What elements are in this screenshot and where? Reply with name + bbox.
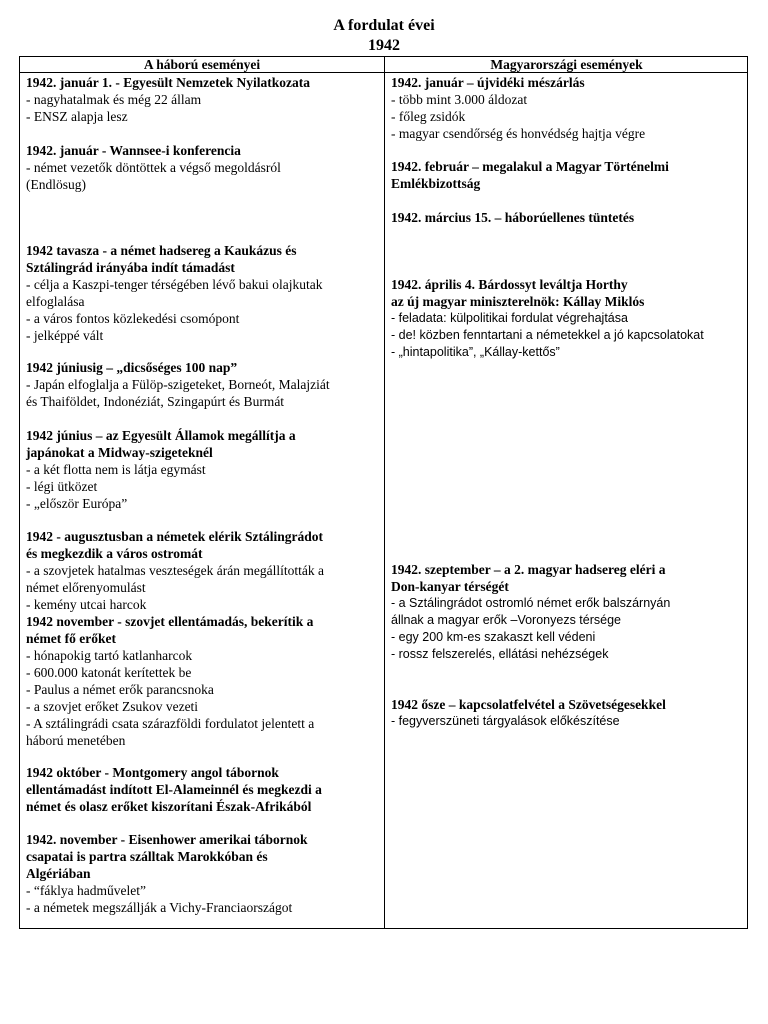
event-title: ellentámadást indított El-Alameinnél és megkezdi a (26, 782, 322, 797)
event-title: 1942. január – újvidéki mészárlás (391, 75, 585, 90)
event-item: - Japán elfoglalja a Fülöp-szigeteket, Borneót, Malajziát (26, 377, 330, 392)
event-100-days (26, 359, 378, 410)
event-item: - “fáklya hadművelet” (26, 883, 146, 898)
event-item: - a Sztálingrádot ostromló német erők balszárnyán (391, 596, 671, 610)
event-title: 1942. január - Wannsee-i konferencia (26, 143, 241, 158)
document-title: A fordulat évei (333, 17, 435, 34)
events-table (19, 56, 748, 929)
event-memorial-committee (391, 158, 743, 192)
event-item: - hónapokig tartó katlanharcok (26, 648, 193, 663)
event-item: háború menetében (26, 733, 126, 748)
event-item: - célja a Kaszpi-tenger térségében lévő bakui olajkutak (26, 277, 323, 292)
event-item: és Thaiföldet, Indonéziát, Szingapúrt és Burmát (26, 394, 285, 409)
event-title: 1942. szeptember – a 2. magyar hadsereg eléri a (391, 562, 666, 577)
event-soviet-counteroffensive (26, 613, 378, 749)
event-item: - a város fontos közlekedési csomópont (26, 311, 240, 326)
event-stalingrad-siege (26, 528, 378, 613)
event-title: 1942. január 1. - Egyesült Nemzetek Nyilatkozata (26, 75, 310, 90)
event-title: német és olasz erőket kiszorítani Észak-Afrikából (26, 799, 312, 814)
event-title: 1942. február – megalakul a Magyar Történelmi (391, 159, 669, 174)
event-item: - nagyhatalmak és még 22 állam (26, 92, 202, 107)
event-el-alamein (26, 764, 378, 815)
event-antiwar-demonstration (391, 209, 743, 226)
event-item: - a szovjet erőket Zsukov vezeti (26, 699, 199, 714)
event-title: 1942. március 15. – háborúellenes tüntetés (391, 210, 635, 225)
column-divider (384, 57, 385, 928)
event-item: - rossz felszerelés, ellátási nehézségek (391, 647, 609, 661)
event-item: - főleg zsidók (391, 109, 466, 124)
event-title: 1942 november - szovjet ellentámadás, bekerítik a (26, 614, 314, 629)
event-un-declaration (26, 74, 378, 125)
event-item: - feladata: külpolitikai fordulat végrehajtása (391, 311, 628, 325)
event-novi-sad-massacre (391, 74, 743, 142)
event-title: Emlékbizottság (391, 176, 481, 191)
document-year: 1942 (368, 37, 400, 54)
event-spring-offensive (26, 242, 378, 344)
event-title: 1942 ősze – kapcsolatfelvétel a Szövetségesekkel (391, 697, 666, 712)
event-wannsee (26, 142, 378, 193)
event-title: Algériában (26, 866, 91, 881)
event-item: - „hintapolitika”, „Kállay-kettős” (391, 345, 560, 359)
event-title: 1942 június – az Egyesült Államok megállítja a (26, 428, 296, 443)
event-don-bend (391, 561, 743, 663)
event-title: az új magyar miniszterelnök: Kállay Miklós (391, 294, 645, 309)
event-item: állnak a magyar erők –Voronyezs térsége (391, 613, 621, 627)
event-item: - Paulus a német erők parancsnoka (26, 682, 214, 697)
event-item: - légi ütközet (26, 479, 98, 494)
event-title: 1942 - augusztusban a németek elérik Sztálingrádot (26, 529, 323, 544)
event-title: 1942 júniusig – „dicsőséges 100 nap” (26, 360, 238, 375)
event-title: Don-kanyar térségét (391, 579, 509, 594)
event-item: - egy 200 km-es szakaszt kell védeni (391, 630, 596, 644)
event-title: 1942. november - Eisenhower amerikai tábornok (26, 832, 308, 847)
event-item: - jelképpé vált (26, 328, 104, 343)
event-item: - német vezetők döntöttek a végső megoldásról (26, 160, 281, 175)
event-item: - 600.000 katonát kerítettek be (26, 665, 192, 680)
event-title: 1942 tavasza - a német hadsereg a Kaukázus és (26, 243, 297, 258)
event-item: - A sztálingrádi csata szárazföldi fordulatot jelentett a (26, 716, 315, 731)
right-column-header: Magyarországi események (490, 57, 643, 72)
event-title: és megkezdik a város ostromát (26, 546, 203, 561)
event-allied-contact (391, 696, 743, 730)
event-title: német fő erőket (26, 631, 116, 646)
event-item: - fegyverszüneti tárgyalások előkészítése (391, 714, 620, 728)
event-item: - a két flotta nem is látja egymást (26, 462, 206, 477)
event-item: német előrenyomulást (26, 580, 146, 595)
event-item: - a németek megszállják a Vichy-Franciaországot (26, 900, 293, 915)
left-column-header: A háború eseményei (143, 57, 261, 72)
event-item: - több mint 3.000 áldozat (391, 92, 528, 107)
event-title: csapatai is partra szálltak Marokkóban és (26, 849, 268, 864)
event-item: - de! közben fenntartani a németekkel a jó kapcsolatokat (391, 328, 704, 342)
event-title: 1942. április 4. Bárdossyt leváltja Horthy (391, 277, 628, 292)
event-item: - a szovjetek hatalmas veszteségek árán megállították a (26, 563, 324, 578)
event-item: - magyar csendőrség és honvédség hajtja végre (391, 126, 646, 141)
event-item: elfoglalása (26, 294, 85, 309)
event-title: Sztálingrád irányába indít támadást (26, 260, 235, 275)
event-item: (Endlösug) (26, 177, 86, 192)
event-title: 1942 október - Montgomery angol tábornok (26, 765, 279, 780)
event-item: - kemény utcai harcok (26, 597, 147, 612)
event-item: - ENSZ alapja lesz (26, 109, 128, 124)
event-kallay-government (391, 276, 743, 361)
event-title: japánokat a Midway-szigeteknél (26, 445, 213, 460)
event-midway (26, 427, 378, 512)
event-item: - „először Európa” (26, 496, 128, 511)
event-torch (26, 831, 378, 916)
